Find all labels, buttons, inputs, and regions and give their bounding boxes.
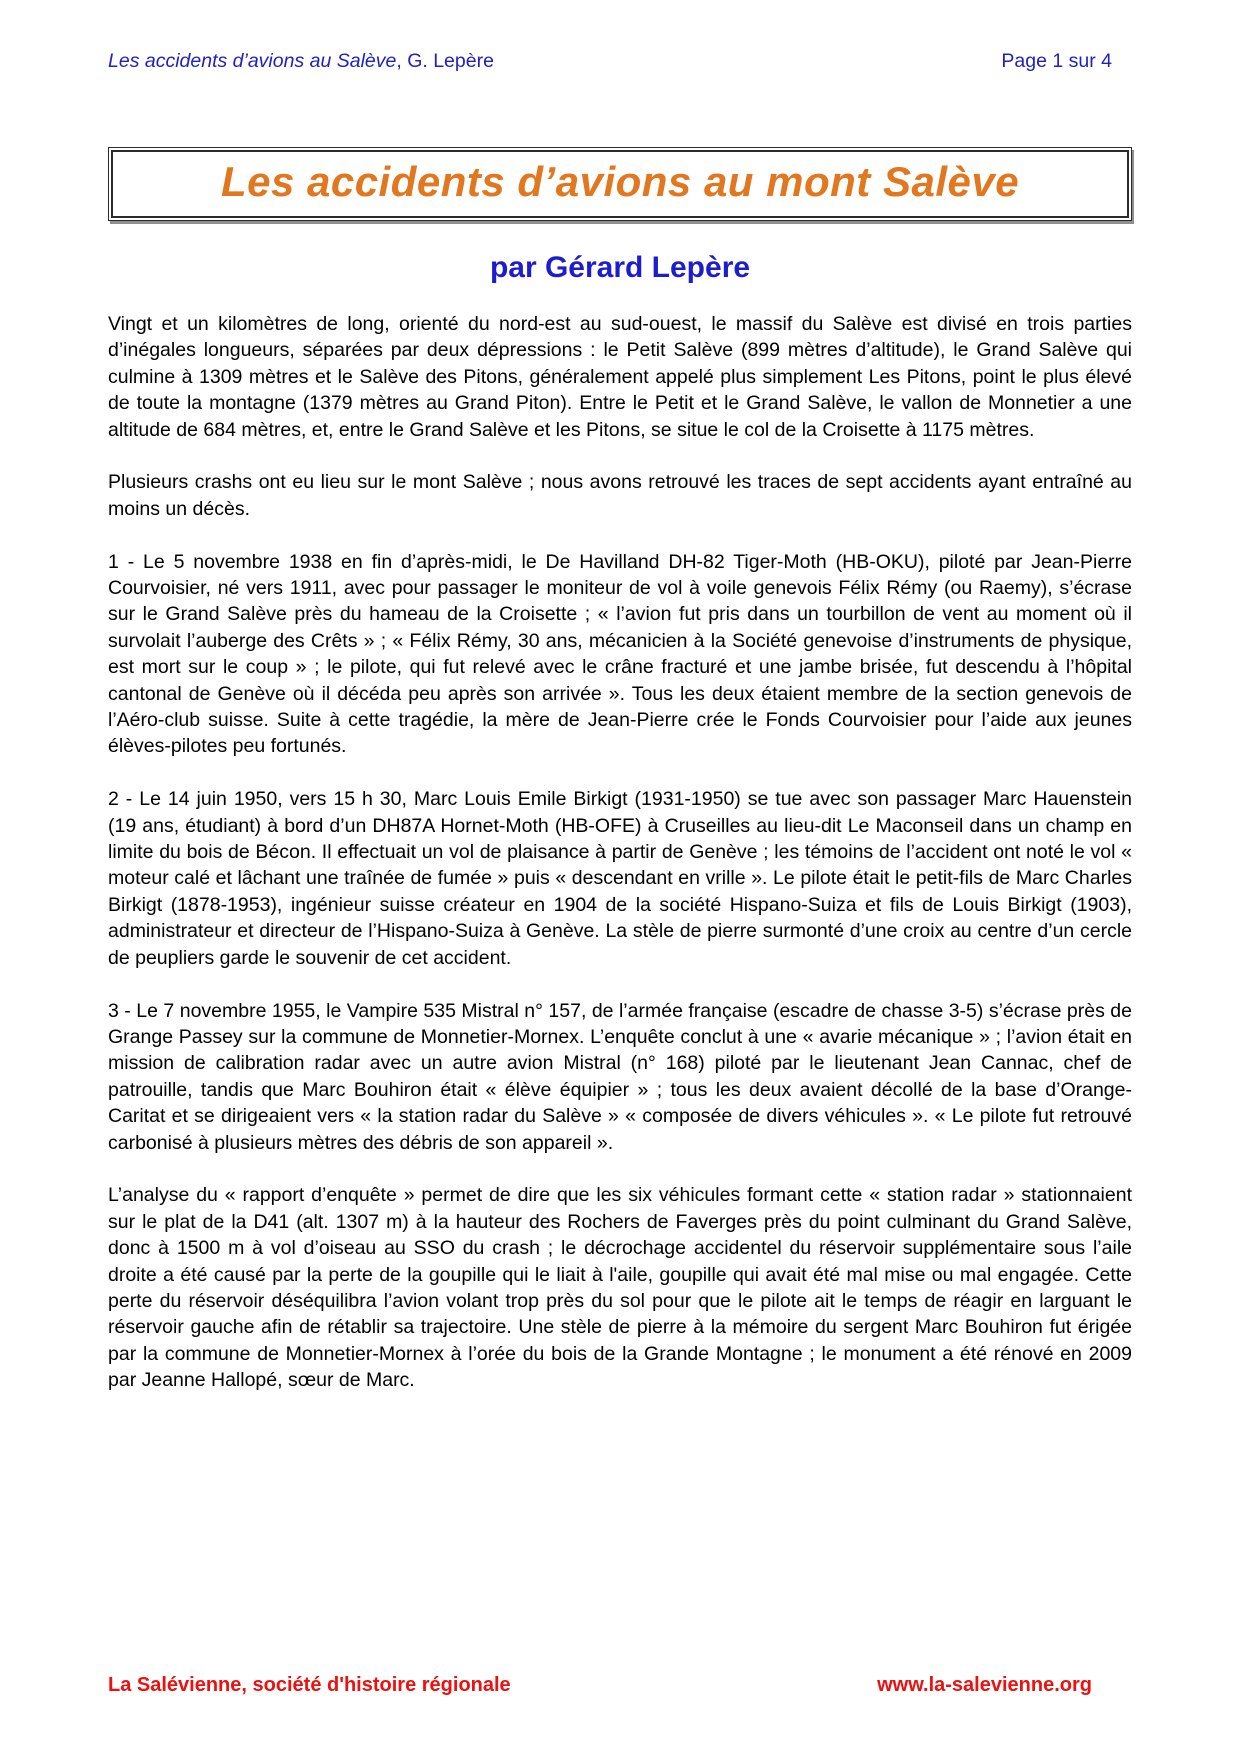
document-body [108,311,1132,1394]
paragraph-accident-3-1955: 3 - Le 7 novembre 1955, le Vampire 535 Mistral n° 157, de l’armée française (escadre de chasse 3-5) s’écrase près de Grange Passey sur la commune de Monnetier-Mornex. L’enquête conclut à une « avarie mécanique » ; l’avion était en mission de calibration radar avec un autre avion Mistral (n° 168) piloté par le lieutenant Jean Cannac, chef de patrouille, tandis que Marc Bouhiron était « élève équipier » ; tous les deux avaient décollé de la base d’Orange-Caritat et se dirigeaient vers « la station radar du Salève » « composée de divers véhicules ». « Le pilote fut retrouvé carbonisé à plusieurs mètres des débris de son appareil ». [108,999,1132,1154]
paragraph-accident-1-1938: 1 - Le 5 novembre 1938 en fin d’après-midi, le De Havilland DH-82 Tiger-Moth (HB-OKU), piloté par Jean-Pierre Courvoisier, né vers 1911, avec pour passager le moniteur de vol à voile genevois Félix Rémy (ou Raemy), s’écrase sur le Grand Salève près du hameau de la Croisette ; « l’avion fut pris dans un tourbillon de vent au moment où il survolait l’auberge des Crêts » ; « Félix Rémy, 30 ans, mécanicien à la Société genevoise d’instruments de physique, est mort sur le coup » ; le pilote, qui fut relevé avec le crâne fracturé et une jambe brisée, fut descendu à l’hôpital cantonal de Genève où il décéda peu après son arrivée ». Tous les deux étaient membre de la section genevois de l’Aéro-club suisse. Suite à cette tragédie, la mère de Jean-Pierre crée le Fonds Courvoisier pour l’aide aux jeunes élèves-pilotes peu fortunés. [108,550,1132,758]
subtitle-author: par Gérard Lepère [489,251,751,284]
running-title-author: , G. Lepère [396,50,494,72]
paragraph-crash-summary: Plusieurs crashs ont eu lieu sur le mont Salève ; nous avons retrouvé les traces de sept accidents ayant entraîné au moins un décès. [108,471,1132,520]
running-title [108,50,494,73]
paragraph-accident-2-1950: 2 - Le 14 juin 1950, vers 15 h 30, Marc Louis Emile Birkigt (1931-1950) se tue avec son passager Marc Hauenstein (19 ans, étudiant) à bord d’un DH87A Hornet-Moth (HB-OFE) à Cruseilles au lieu-dit Le Maconseil dans un champ en limite du bois de Bécon. Il effectuait un vol de plaisance à partir de Genève ; les témoins de l’accident ont noté le vol « moteur calé et lâchant une traînée de fumée » puis « descendant en vrille ». Le pilote était le petit-fils de Marc Charles Birkigt (1878-1953), ingénieur suisse créateur en 1904 de la société Hispano-Suiza et fils de Louis Birkigt (1903), administrateur et directeur de l’Hispano-Suiza à Genève. La stèle de pierre surmonté d’une croix au centre d’un cercle de peupliers garde le souvenir de cet accident. [108,788,1132,969]
page-footer [108,1674,1132,1697]
paragraph-intro-geography: Vingt et un kilomètres de long, orienté du nord-est au sud-ouest, le massif du Salève est divisé en trois parties d’inégales longueurs, séparées par deux dépressions : le Petit Salève (899 mètres d’altitude), le Grand Salève qui culmine à 1309 mètres et le Salève des Pitons, généralement appelé plus simplement Les Pitons, point le plus élevé de toute la montagne (1379 mètres au Grand Piton). Entre le Petit et le Grand Salève, le vallon de Monnetier a une altitude de 684 mètres, et, entre le Grand Salève et les Pitons, se situe le col de la Croisette à 1175 mètres. [108,313,1132,441]
footer-website-link[interactable]: www.la-salevienne.org [877,1674,1092,1696]
page-title: Les accidents d’avions au mont Salève [220,158,1020,205]
title-box [108,147,1132,221]
page-header [108,0,1132,73]
page-number: Page 1 sur 4 [1001,50,1112,72]
running-title-italic: Les accidents d’avions au Salève [108,50,397,72]
paragraph-accident-3-analysis: L’analyse du « rapport d’enquête » permet de dire que les six véhicules formant cette « station radar » stationnaient sur le plat de la D41 (alt. 1307 m) à la hauteur des Rochers de Faverges près du point culminant du Grand Salève, donc à 1500 m à vol d’oiseau au SSO du crash ; le décrochage accidentel du réservoir supplémentaire sous l’aile droite a été causé par la perte de la goupille qui le liait à l'aile, goupille qui avait été mal mise ou mal engagée. Cette perte du réservoir déséquilibra l’avion volant trop près du sol pour que le pilote ait le temps de réagir en larguant le réservoir gauche afin de rétablir sa trajectoire. Une stèle de pierre à la mémoire du sergent Marc Bouhiron fut érigée par la commune de Monnetier-Mornex à l’orée du bois de la Grande Montagne ; le monument a été rénové en 2009 par Jeanne Hallopé, sœur de Marc. [108,1184,1132,1392]
footer-organization: La Salévienne, société d'histoire régionale [108,1674,511,1696]
title-box-inner [111,150,1129,218]
